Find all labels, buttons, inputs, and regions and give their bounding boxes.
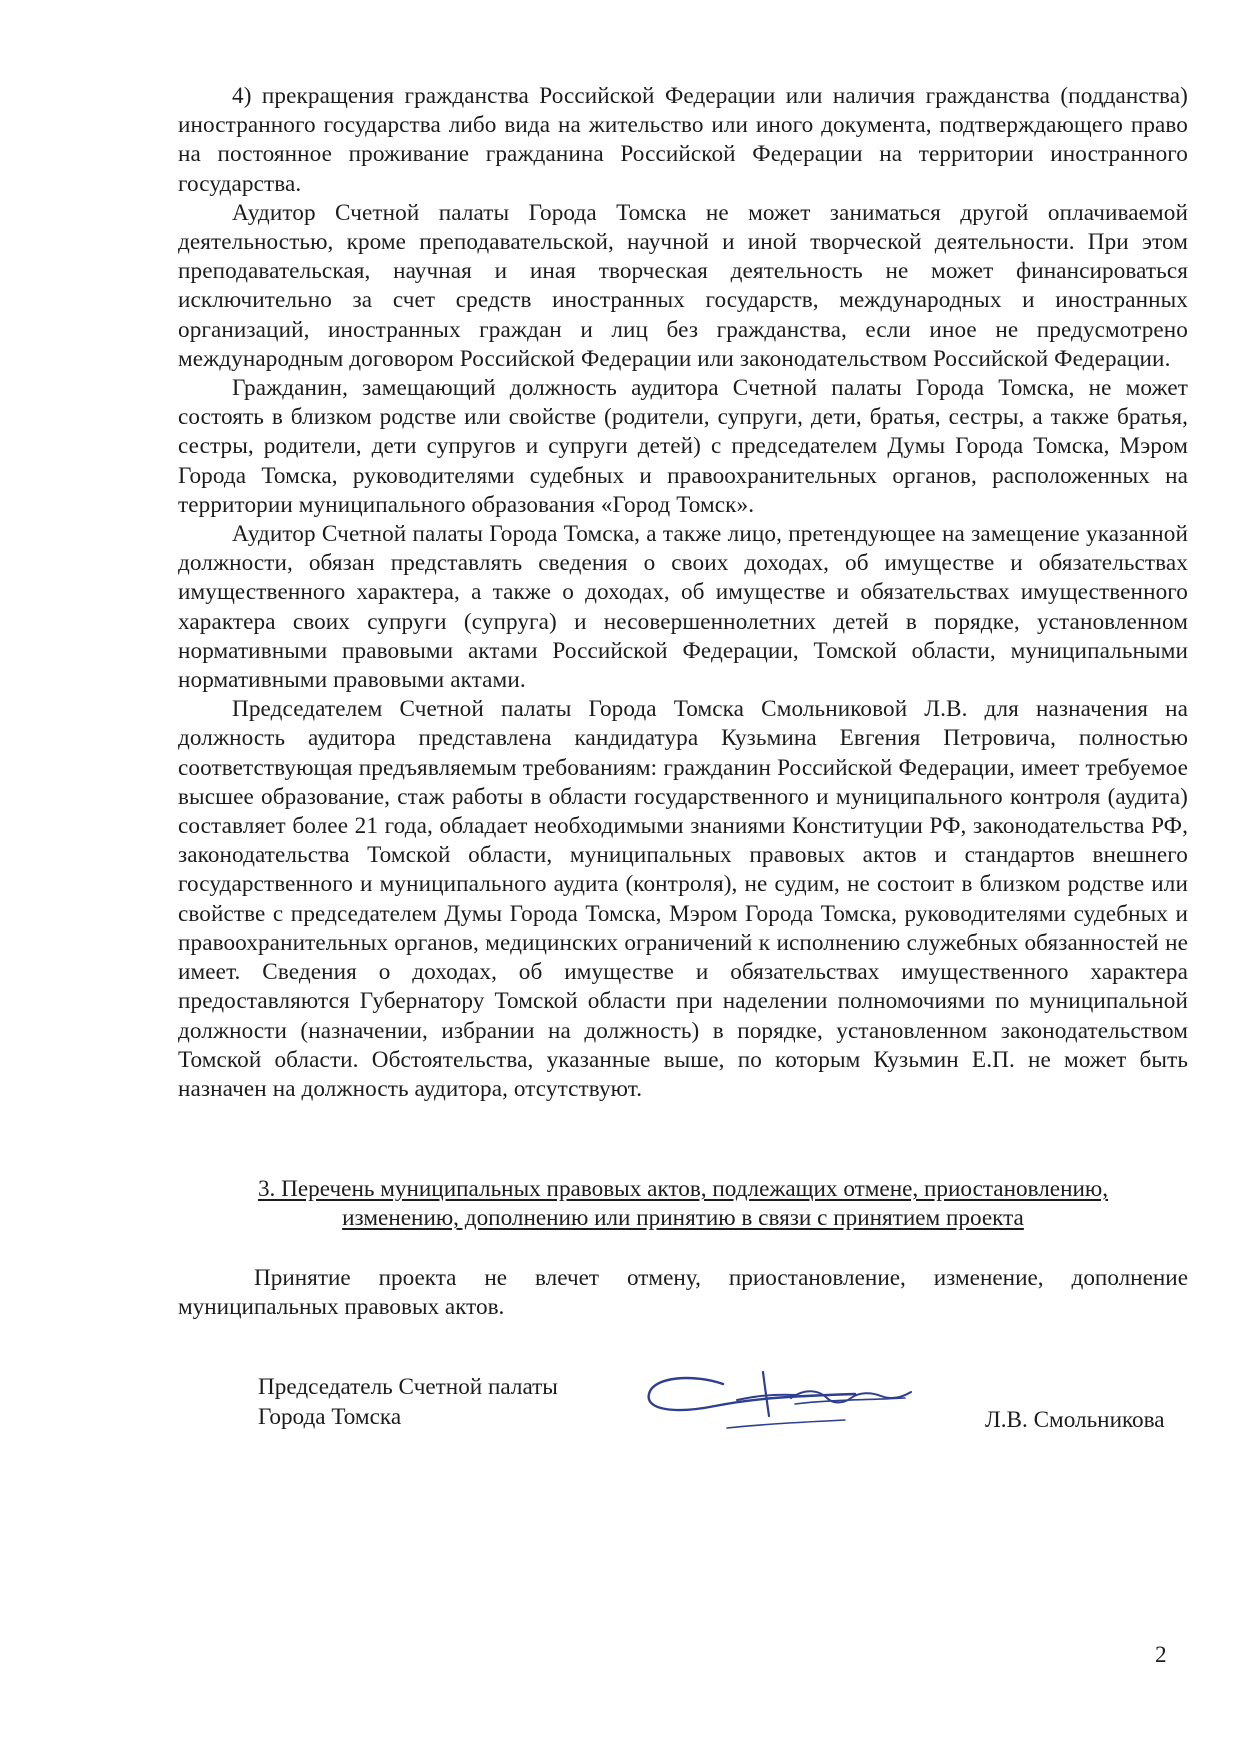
page-number: 2 (1155, 1642, 1167, 1668)
handwritten-signature (645, 1362, 945, 1442)
paragraph-candidate-nomination: Председателем Счетной палаты Города Томска Смольниковой Л.В. для назначения на должность аудитора представлена кандидатура Кузьмина Евгения Петровича, полностью соответствующая предъявляемым требованиям: гражданин Российской Федерации, имеет требуемое высшее образование, стаж работы в области государственного и муниципального контроля (аудита) составляет более 21 года, обладает необходимыми знаниями Конституции РФ, законодательства РФ, законодательства Томской области, муниципальных правовых актов и стандартов внешнего государственного и муниципального аудита (контроля), не судим, не состоит в близком родстве или свойстве с председателем Думы Города Томска, Мэром Города Томска, руководителями судебных и правоохранительных органов, медицинских ограничений к исполнению служебных обязанностей не имеет. Сведения о доходах, об имуществе и обязательствах имущественного характера предоставляются Губернатору Томской области при наделении полномочиями по муниципальной должности (назначении, избрании на должность) в порядке, установленном законодательством Томской области. Обстоятельства, указанные выше, по которым Кузьмин Е.П. не может быть назначен на должность аудитора, отсутствуют. (178, 696, 1188, 1102)
signer-title-line-1: Председатель Счетной палаты (258, 1374, 558, 1400)
document-body (178, 82, 1188, 1104)
signer-name: Л.В. Смольникова (985, 1407, 1165, 1433)
signer-title (258, 1372, 558, 1432)
paragraph-citizenship-termination: 4) прекращения гражданства Российской Федерации или наличия гражданства (подданства) иностранного государства либо вида на жительство или иного документа, подтверждающего право на постоянное проживание гражданина Российской Федерации на территории иностранного государства. (178, 83, 1188, 197)
signer-title-line-2: Города Томска (258, 1404, 402, 1430)
section-3-heading-line-2: изменению, дополнению или принятию в связи с принятием проекта (342, 1205, 1024, 1231)
paragraph-kinship-restriction: Гражданин, замещающий должность аудитора Счетной палаты Города Томска, не может состоять в близком родстве или свойстве (родители, супруги, дети, братья, сестры, а также братья, сестры, родители, дети супругов и супруги детей) с председателем Думы Города Томска, Мэром Города Томска, руководителями судебных и правоохранительных органов, расположенных на территории муниципального образования «Город Томск». (178, 375, 1188, 518)
section-3-body (178, 1264, 1188, 1322)
paragraph-paid-activity-restriction: Аудитор Счетной палаты Города Томска не может заниматься другой оплачиваемой деятельностью, кроме преподавательской, научной и иной творческой деятельности. При этом преподавательская, научная и иная творческая деятельность не может финансироваться исключительно за счет средств иностранных государств, международных и иностранных организаций, иностранных граждан и лиц без гражданства, если иное не предусмотрено международным договором Российской Федерации или законодательством Российской Федерации. (178, 199, 1188, 372)
paragraph-income-disclosure: Аудитор Счетной палаты Города Томска, а также лицо, претендующее на замещение указанной должности, обязан представлять сведения о своих доходах, об имуществе и обязательствах имущественного характера, а также о доходах, об имуществе и обязательствах имущественного характера своих супруги (супруга) и несовершеннолетних детей в порядке, установленном нормативными правовыми актами Российской Федерации, Томской области, муниципальными нормативными правовыми актами. (178, 521, 1188, 694)
section-3-heading (178, 1175, 1188, 1233)
section-3-text: Принятие проекта не влечет отмену, приостановление, изменение, дополнение муниципальных правовых актов. (178, 1265, 1188, 1321)
section-3-heading-line-1: 3. Перечень муниципальных правовых актов, подлежащих отмене, приостановлению, (257, 1176, 1109, 1202)
